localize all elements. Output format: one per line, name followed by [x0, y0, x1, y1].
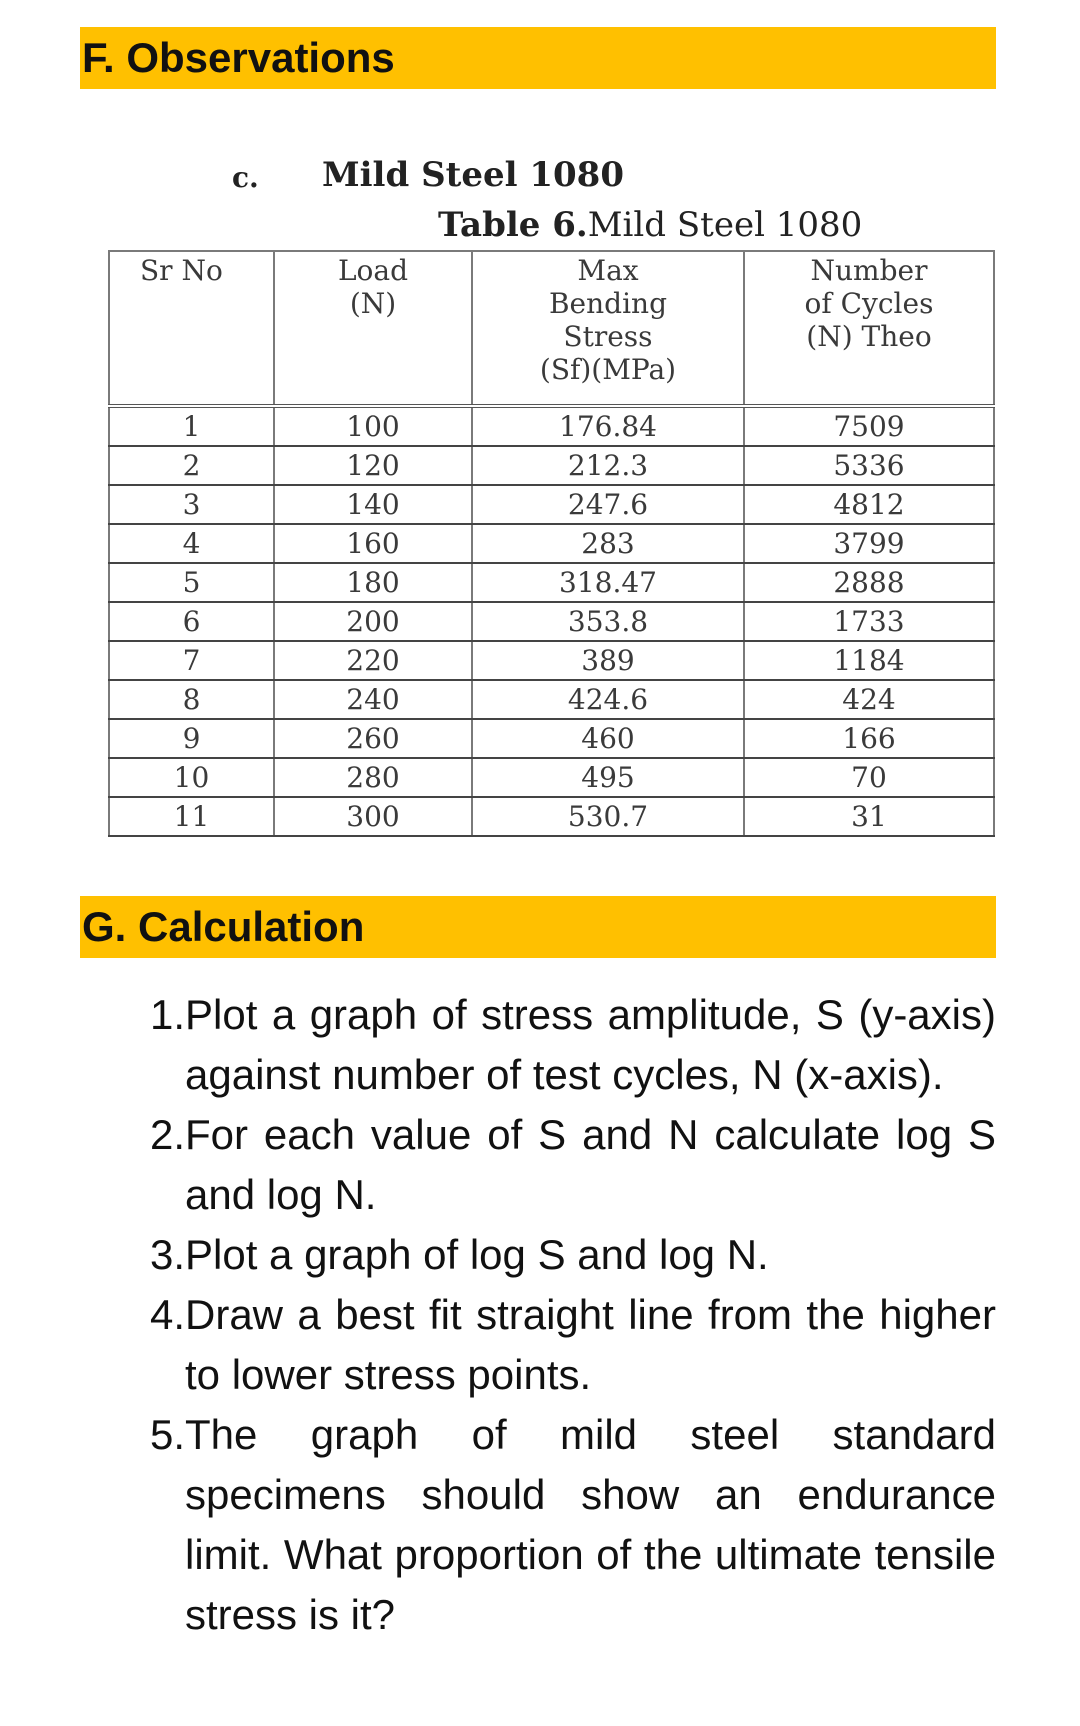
subsection-title: Mild Steel 1080	[322, 155, 624, 195]
observations-table	[108, 250, 995, 837]
cell-sr-no: 6	[109, 602, 274, 641]
step-text: Plot a graph of log S and log N.	[185, 1231, 769, 1278]
step-text: For each value of S and N calculate log S and log N.	[185, 1111, 996, 1218]
step-text: Plot a graph of stress amplitude, S (y-axis) against number of test cycles, N (x-axis).	[185, 991, 996, 1098]
cell-sr-no: 11	[109, 797, 274, 836]
section-header-calculation: G. Calculation	[80, 896, 996, 958]
cell-stress: 283	[472, 524, 744, 563]
table-row	[109, 406, 994, 446]
cell-load: 120	[274, 446, 472, 485]
cell-cycles: 2888	[744, 563, 994, 602]
cell-sr-no: 8	[109, 680, 274, 719]
cell-cycles: 424	[744, 680, 994, 719]
cell-sr-no: 7	[109, 641, 274, 680]
step-number: 5.	[150, 1411, 186, 1458]
table-caption-prefix: Table 6.	[438, 205, 588, 245]
cell-stress: 495	[472, 758, 744, 797]
table-header-row	[109, 251, 994, 406]
cell-sr-no: 3	[109, 485, 274, 524]
step-number: 2.	[150, 1111, 186, 1158]
step-text: The graph of mild steel standard specimens should show an endurance limit. What proportion of the ultimate tensile stress is it?	[185, 1411, 996, 1638]
header-text: Sr No	[140, 254, 223, 287]
cell-cycles: 7509	[744, 406, 994, 446]
table-row	[109, 446, 994, 485]
header-text: (N) Theo	[806, 320, 932, 353]
table-row	[109, 524, 994, 563]
calculation-step	[150, 1405, 996, 1645]
table-caption-title: Mild Steel 1080	[587, 205, 863, 245]
table-row	[109, 563, 994, 602]
cell-sr-no: 4	[109, 524, 274, 563]
cell-load: 180	[274, 563, 472, 602]
header-text: of Cycles	[804, 287, 934, 320]
table-caption	[438, 205, 862, 245]
cell-load: 200	[274, 602, 472, 641]
table-row	[109, 680, 994, 719]
table-row	[109, 797, 994, 836]
cell-load: 140	[274, 485, 472, 524]
header-load	[274, 251, 472, 406]
calculation-step	[150, 985, 996, 1105]
cell-load: 160	[274, 524, 472, 563]
cell-stress: 318.47	[472, 563, 744, 602]
cell-sr-no: 2	[109, 446, 274, 485]
subsection-letter: c.	[232, 161, 259, 194]
cell-load: 100	[274, 406, 472, 446]
cell-sr-no: 1	[109, 406, 274, 446]
step-number: 3.	[150, 1231, 186, 1278]
calculation-step	[150, 1285, 996, 1405]
cell-stress: 176.84	[472, 406, 744, 446]
cell-stress: 530.7	[472, 797, 744, 836]
header-text: Stress	[563, 320, 653, 353]
table-row	[109, 641, 994, 680]
cell-cycles: 1733	[744, 602, 994, 641]
calculation-steps-list	[150, 985, 996, 1645]
cell-sr-no: 9	[109, 719, 274, 758]
header-text: Number	[810, 254, 928, 287]
cell-stress: 212.3	[472, 446, 744, 485]
table-body	[109, 406, 994, 836]
table-row	[109, 602, 994, 641]
step-number: 4.	[150, 1291, 186, 1338]
cell-load: 240	[274, 680, 472, 719]
cell-stress: 389	[472, 641, 744, 680]
calculation-step	[150, 1225, 996, 1285]
step-number: 1.	[150, 991, 186, 1038]
header-number-of-cycles	[744, 251, 994, 406]
header-text: Bending	[548, 287, 667, 320]
calculation-step	[150, 1105, 996, 1225]
cell-cycles: 1184	[744, 641, 994, 680]
table-row	[109, 485, 994, 524]
cell-cycles: 70	[744, 758, 994, 797]
header-max-bending-stress	[472, 251, 744, 406]
cell-cycles: 166	[744, 719, 994, 758]
cell-cycles: 4812	[744, 485, 994, 524]
cell-cycles: 31	[744, 797, 994, 836]
header-text: Load	[337, 254, 409, 287]
cell-load: 300	[274, 797, 472, 836]
cell-sr-no: 10	[109, 758, 274, 797]
cell-stress: 353.8	[472, 602, 744, 641]
cell-cycles: 5336	[744, 446, 994, 485]
cell-stress: 460	[472, 719, 744, 758]
step-text: Draw a best fit straight line from the higher to lower stress points.	[185, 1291, 996, 1398]
cell-load: 260	[274, 719, 472, 758]
header-sr-no	[109, 251, 274, 406]
section-header-observations: F. Observations	[80, 27, 996, 89]
header-text: Max	[577, 254, 639, 287]
header-text: (N)	[349, 287, 397, 320]
cell-load: 280	[274, 758, 472, 797]
cell-stress: 247.6	[472, 485, 744, 524]
header-text: (Sf)(MPa)	[539, 353, 677, 386]
cell-cycles: 3799	[744, 524, 994, 563]
cell-sr-no: 5	[109, 563, 274, 602]
cell-stress: 424.6	[472, 680, 744, 719]
table-row	[109, 758, 994, 797]
cell-load: 220	[274, 641, 472, 680]
table-row	[109, 719, 994, 758]
